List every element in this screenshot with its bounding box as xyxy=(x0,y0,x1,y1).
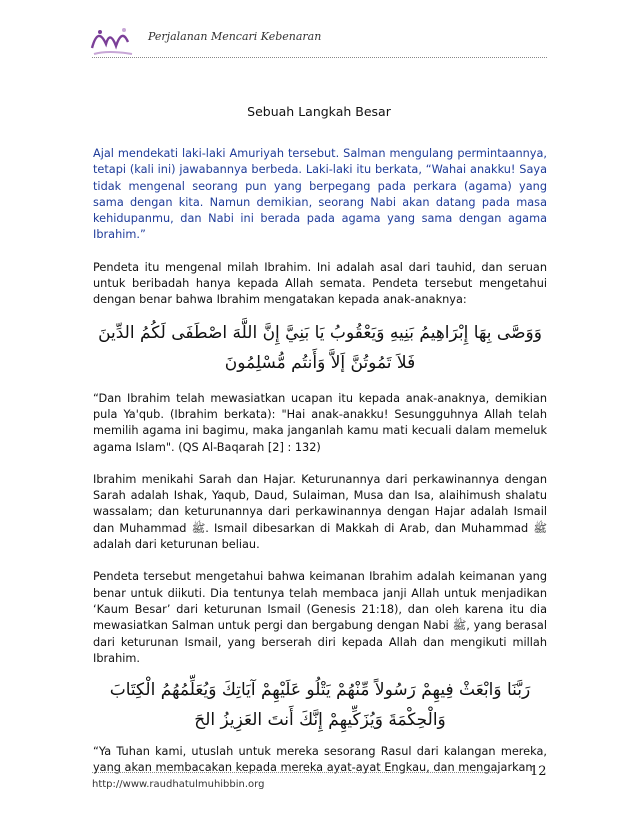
site-logo xyxy=(88,20,138,60)
section-title: Sebuah Langkah Besar xyxy=(247,104,391,120)
paragraph: Pendeta tersebut mengetahui bahwa keimanan Ibrahim adalah keimanan yang benar untuk diikuti. Dia tentunya telah membaca janji Allah untuk menjadikan ‘Kaum Besar’ dari keturunan Ismail (Genesis 21:18), dan oleh karena itu dia mewasiatkan Salman untuk pergi dan bergabung dengan Nabi ﷺ, yang berasal dari keturunan Ismail, yang berserah diri kepada Allah dan mengikuti millah Ibrahim. xyxy=(93,570,547,665)
header-title: Perjalanan Mencari Kebenaran xyxy=(148,30,322,43)
paragraph: Ajal mendekati laki-laki Amuriyah tersebut. Salman mengulang permintaannya, tetapi (kali ini) jawabannya berbeda. Laki-laki itu berkata, “Wahai anakku! Saya tidak mengenal seorang pun yang berpegang pada perkara (agama) yang sama dengan kita. Namun demikian, seorang Nabi akan datang pada masa kehidupanmu, dan Nabi ini berada pada agama yang sama dengan agama Ibrahim.” xyxy=(93,147,547,242)
paragraph: Ibrahim menikahi Sarah dan Hajar. Keturunannya dari perkawinannya dengan Sarah adalah Ishak, Yaqub, Daud, Sulaiman, Musa dan Isa, alaihimush shalatu wassalam; dan keturunannya dari perkawinannya dengan Hajar adalah Ismail dan Muhammad ﷺ. Ismail dibesarkan di Makkah di Arab, dan Muhammad ﷺ adalah dari keturunan beliau. xyxy=(93,472,547,552)
body-content xyxy=(93,146,547,777)
paragraph: Pendeta itu mengenal milah Ibrahim. Ini adalah asal dari tauhid, dan seruan untuk beribadah hanya kepada Allah semata. Pendeta tersebut mengetahui dengan benar bahwa Ibrahim mengatakan kepada anak-anaknya: xyxy=(93,260,547,307)
page-number: 12 xyxy=(530,764,547,779)
paragraph: “Ya Tuhan kami, utuslah untuk mereka sesorang Rasul dari kalangan mereka, yang akan membacakan kepada mereka ayat-ayat Engkau, dan mengajarkan xyxy=(93,745,547,775)
footer-url[interactable]: http://www.raudhatulmuhibbin.org xyxy=(92,779,265,790)
paragraph: “Dan Ibrahim telah mewasiatkan ucapan itu kepada anak-anaknya, demikian pula Ya'qub. (Ibrahim berkata): "Hai anak-anakku! Sesungguhnya Allah telah memilih agama ini bagimu, maka janganlah kamu mati kecuali dalam memeluk agama Islam". (QS Al-Baqarah [2] : 132) xyxy=(93,391,547,454)
header-divider xyxy=(92,57,547,58)
arabic-verse: وَوَصَّى بِهَا إِبْرَاهِيمُ بَنِيهِ وَيَعْقُوبُ يَا بَنِيَّ إِنَّ اللَّهَ اصْطَفَى لَكُمُ الدِّينَ فَلاَ تَمُوتُنَّ إَلاَّ وَأَنتُم مُّسْلِمُونَ xyxy=(98,322,542,373)
arabic-verse: رَبَّنَا وَابْعَثْ فِيهِمْ رَسُولاً مِّنْهُمْ يَتْلُو عَلَيْهِمْ آيَاتِكَ وَيُعَلِّمُهُمُ الْكِتَابَ وَالْحِكْمَةَ وَيُزَكِّيهِمْ إِنَّكَ أَنتَ العَزِيزُ الحَ xyxy=(109,680,531,731)
footer-divider xyxy=(92,772,497,773)
